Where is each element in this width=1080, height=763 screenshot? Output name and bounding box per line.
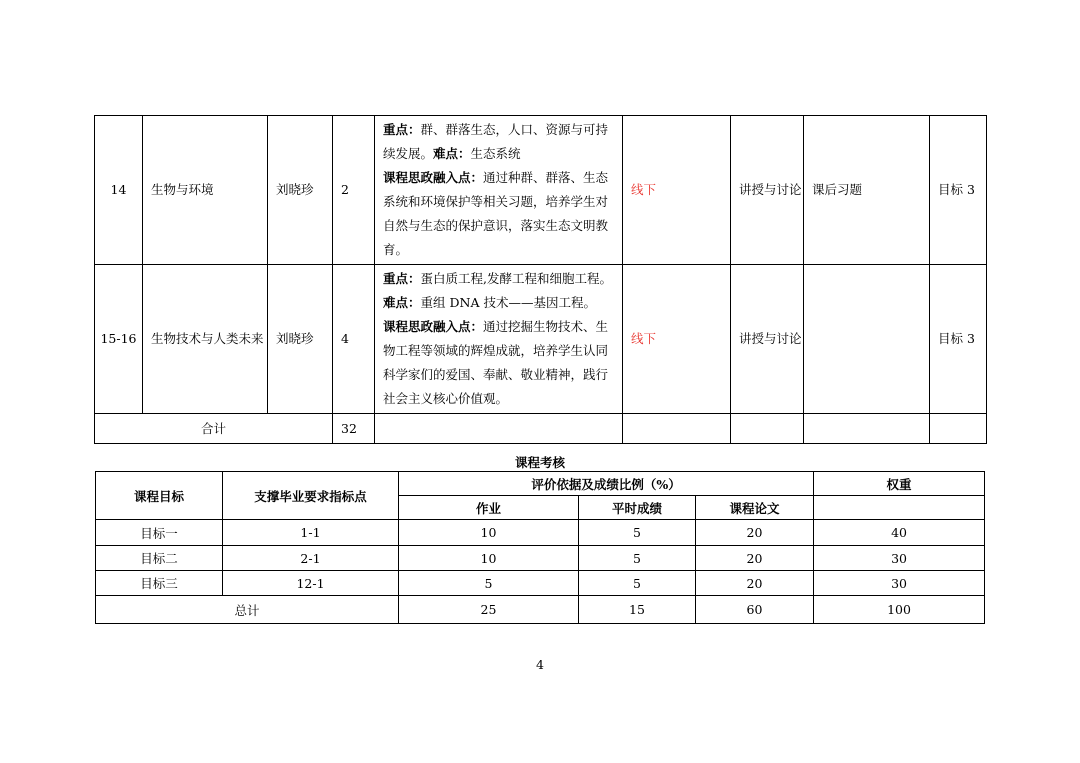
weight-total: 100	[814, 596, 985, 624]
key-point-text: 蛋白质工程,发酵工程和细胞工程。	[420, 271, 612, 286]
assessment-title: 课程考核	[514, 455, 565, 470]
homework	[804, 265, 930, 414]
weight-cell: 30	[814, 571, 985, 596]
lesson-hours: 4	[333, 265, 375, 414]
schedule-row	[95, 265, 987, 414]
basis-header: 评价依据及成绩比例（%）	[399, 472, 814, 496]
empty-cell	[731, 414, 804, 444]
page-number: 4	[536, 657, 544, 672]
assessment-header-row	[96, 472, 985, 496]
teaching-mode: 线下	[623, 116, 731, 265]
assessment-total-row	[96, 596, 985, 624]
assessment-table	[95, 471, 985, 624]
assessment-row	[96, 571, 985, 596]
lesson-number: 14	[95, 116, 143, 265]
homework-cell: 10	[399, 520, 579, 546]
lesson-content	[375, 265, 623, 414]
empty-cell	[623, 414, 731, 444]
assessment-row	[96, 520, 985, 546]
course-schedule-table	[94, 115, 987, 444]
total-hours: 32	[333, 414, 375, 444]
empty-cell	[375, 414, 623, 444]
ideology-text: 通过挖掘生物技术、生物工程等领域的辉煌成就，培养学生认同科学家们的爱国、奉献、敬业精神，践行社会主义核心价值观。	[383, 319, 609, 406]
homework-total: 25	[399, 596, 579, 624]
regular-total: 15	[579, 596, 696, 624]
empty-cell	[804, 414, 930, 444]
difficulty-label: 难点：	[433, 146, 471, 161]
paper-cell: 20	[696, 571, 814, 596]
lesson-title: 生物技术与人类未来	[143, 265, 268, 414]
difficulty-text: 重组 DNA 技术——基因工程。	[420, 295, 596, 310]
lesson-teacher: 刘晓珍	[268, 116, 333, 265]
schedule-total-row	[95, 414, 987, 444]
lesson-number: 15-16	[95, 265, 143, 414]
key-point-text: 群、群落生态，人口、资源与可持续发展。	[383, 122, 609, 161]
weight-subheader-empty	[814, 496, 985, 520]
lesson-content	[375, 116, 623, 265]
regular-cell: 5	[579, 571, 696, 596]
empty-cell	[930, 414, 987, 444]
key-point-label: 重点：	[383, 122, 421, 137]
homework-cell: 5	[399, 571, 579, 596]
difficulty-text: 生态系统	[470, 146, 521, 161]
weight-cell: 40	[814, 520, 985, 546]
regular-cell: 5	[579, 520, 696, 546]
key-point-label: 重点：	[383, 271, 421, 286]
difficulty-label: 难点：	[383, 295, 421, 310]
paper-cell: 20	[696, 520, 814, 546]
lesson-hours: 2	[333, 116, 375, 265]
regular-header: 平时成绩	[579, 496, 696, 520]
objective-cell: 目标二	[96, 546, 223, 571]
objective-header: 课程目标	[96, 472, 223, 520]
teaching-mode: 线下	[623, 265, 731, 414]
paper-header: 课程论文	[696, 496, 814, 520]
ideology-text: 通过种群、群落、生态系统和环境保护等相关习题，培养学生对自然与生态的保护意识，落实生态文明教育。	[383, 170, 609, 257]
teaching-method: 讲授与讨论	[731, 265, 804, 414]
homework-header: 作业	[399, 496, 579, 520]
weight-cell: 30	[814, 546, 985, 571]
paper-cell: 20	[696, 546, 814, 571]
total-label: 总计	[96, 596, 399, 624]
course-objective: 目标 3	[930, 265, 987, 414]
paper-total: 60	[696, 596, 814, 624]
objective-cell: 目标一	[96, 520, 223, 546]
schedule-row	[95, 116, 987, 265]
homework-cell: 10	[399, 546, 579, 571]
lesson-title: 生物与环境	[143, 116, 268, 265]
objective-cell: 目标三	[96, 571, 223, 596]
homework: 课后习题	[804, 116, 930, 265]
regular-cell: 5	[579, 546, 696, 571]
course-objective: 目标 3	[930, 116, 987, 265]
total-label: 合计	[95, 414, 333, 444]
indicator-cell: 1-1	[223, 520, 399, 546]
lesson-teacher: 刘晓珍	[268, 265, 333, 414]
weight-header: 权重	[814, 472, 985, 496]
indicator-cell: 2-1	[223, 546, 399, 571]
indicator-cell: 12-1	[223, 571, 399, 596]
ideology-label: 课程思政融入点：	[383, 319, 484, 334]
ideology-label: 课程思政融入点：	[383, 170, 484, 185]
assessment-row	[96, 546, 985, 571]
indicator-header: 支撑毕业要求指标点	[223, 472, 399, 520]
teaching-method: 讲授与讨论	[731, 116, 804, 265]
